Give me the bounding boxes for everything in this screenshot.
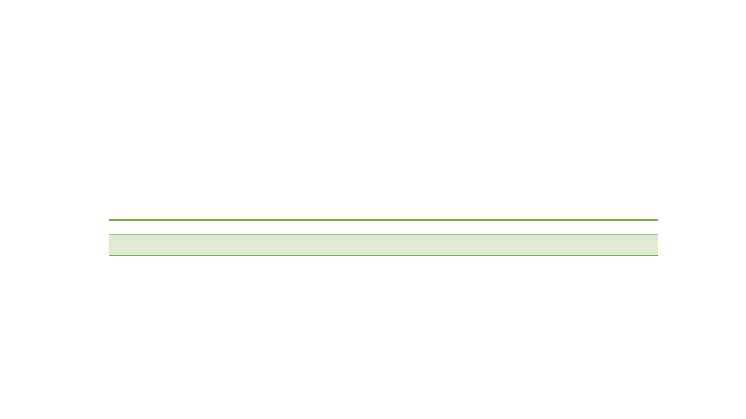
header-change-six-months xyxy=(549,235,602,256)
header-unit xyxy=(112,235,232,256)
green-divider xyxy=(109,219,658,221)
header-kv2-2014 xyxy=(284,235,334,256)
header-six-months-2014 xyxy=(449,235,491,256)
header-six-months-2013 xyxy=(504,235,545,256)
header-change-quarter xyxy=(388,235,438,256)
header-full-year-2013 xyxy=(606,235,655,256)
table-header-row xyxy=(109,235,658,256)
header-kv2-2013 xyxy=(338,235,384,256)
